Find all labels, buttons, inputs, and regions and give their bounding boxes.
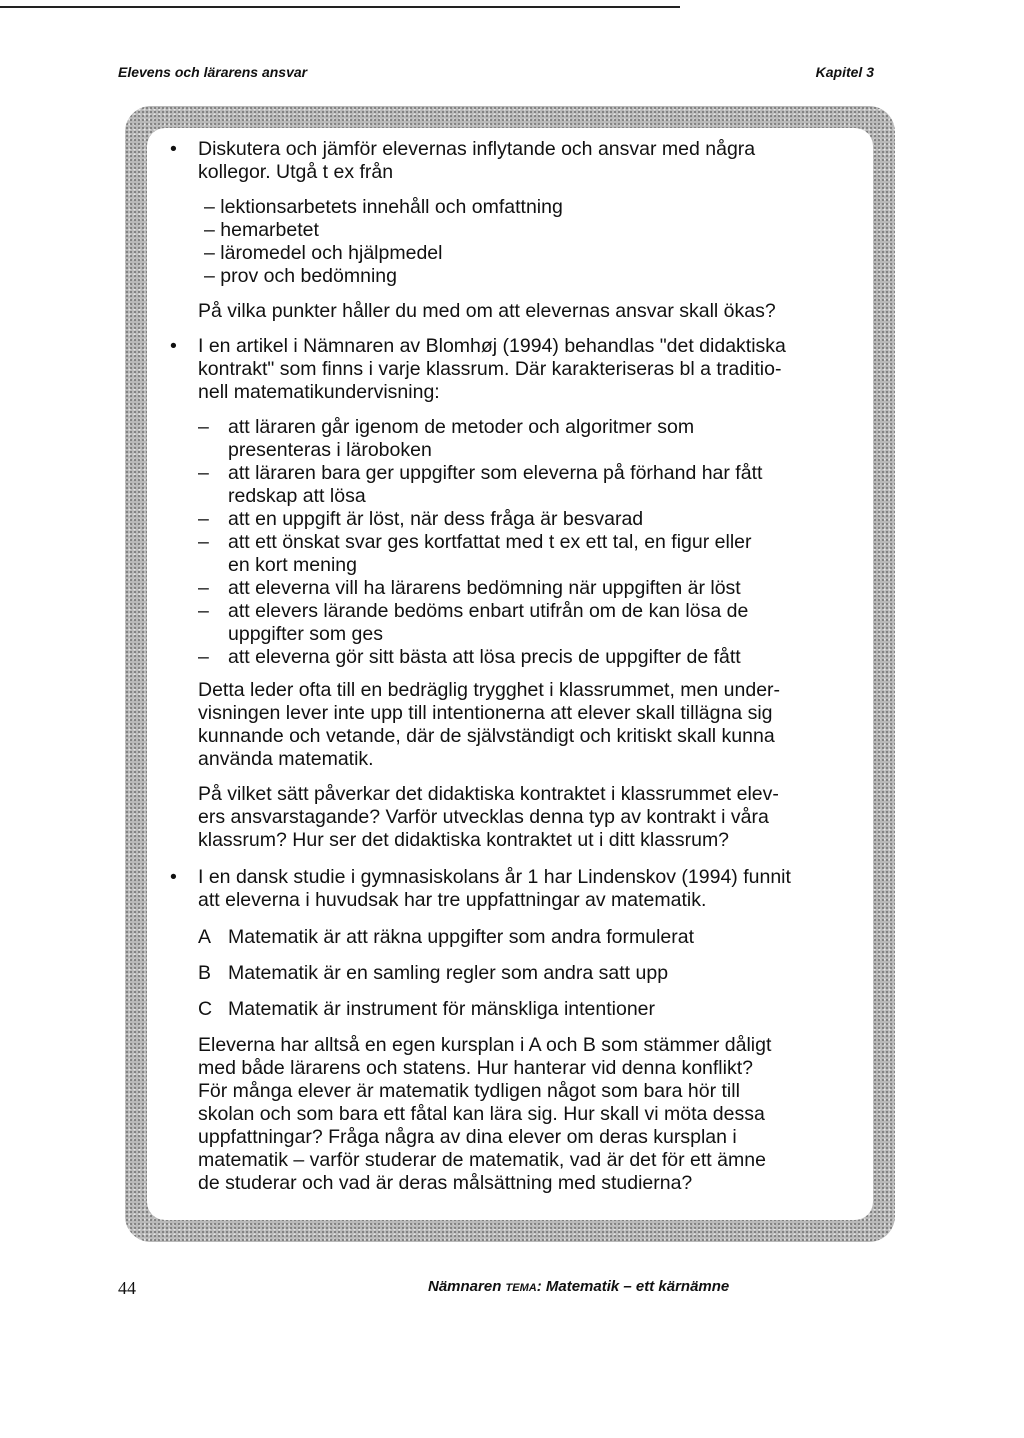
option-text: Matematik är instrument för mänskliga intentioner xyxy=(228,998,656,1020)
text-line: – att eleverna gör sitt bästa att lösa precis de uppgifter de fått xyxy=(228,646,741,668)
paragraph xyxy=(198,783,860,852)
box-content xyxy=(170,138,860,1195)
running-header-left: Elevens och lärarens ansvar xyxy=(118,64,308,80)
running-header-right: Kapitel 3 xyxy=(815,64,874,80)
list-item xyxy=(198,962,860,985)
list-item xyxy=(198,998,860,1021)
option-letter: C xyxy=(198,998,213,1020)
text-line: nell matematikundervisning: xyxy=(198,381,440,403)
list-item xyxy=(198,531,860,577)
text-line: använda matematik. xyxy=(198,748,374,770)
text-line: uppgifter som ges xyxy=(228,623,384,645)
text-line: På vilket sätt påverkar det didaktiska kontraktet i klassrummet elev- xyxy=(198,783,779,805)
text-line: redskap att lösa xyxy=(228,485,366,507)
option-letter: A xyxy=(198,926,212,948)
list-item: – läromedel och hjälpmedel xyxy=(204,242,443,264)
footer-title-part: Nämnaren xyxy=(428,1278,506,1295)
bullet-study xyxy=(170,866,860,1195)
list-item xyxy=(198,926,860,949)
option-text: Matematik är en samling regler som andra satt upp xyxy=(228,962,669,984)
paragraph xyxy=(198,679,860,771)
text-line: kollegor. Utgå t ex från xyxy=(198,161,394,183)
text-line: kontrakt" som finns i varje klassrum. Där karakteriseras bl a traditio- xyxy=(198,358,782,380)
text-line: För många elever är matematik tydligen något som bara hör till xyxy=(198,1080,740,1102)
list-item xyxy=(198,600,860,646)
text-line: – att eleverna vill ha lärarens bedömning när uppgiften är löst xyxy=(228,577,741,599)
text-line: • I en dansk studie i gymnasiskolans år 1 har Lindenskov (1994) funnit xyxy=(198,866,791,888)
bullet-contract xyxy=(170,335,860,852)
list-item: – prov och bedömning xyxy=(204,265,397,287)
text-line: – att elevers lärande bedöms enbart utifrån om de kan lösa de xyxy=(228,600,749,622)
text-line: – att läraren går igenom de metoder och algoritmer som xyxy=(228,416,695,438)
list-item: – hemarbetet xyxy=(204,219,319,241)
text-line: visningen lever inte upp till intentionerna att elever skall tillägna sig xyxy=(198,702,773,724)
list-item: – lektionsarbetets innehåll och omfattning xyxy=(204,196,563,218)
conception-list xyxy=(198,926,860,1021)
text-line: • I en artikel i Nämnaren av Blomhøj (1994) behandlas "det didaktiska xyxy=(198,335,786,357)
text-line: klassrum? Hur ser det didaktiska kontraktet ut i ditt klassrum? xyxy=(198,829,730,851)
text-line: matematik – varför studerar de matematik, vad är det för ett ämne xyxy=(198,1149,766,1171)
option-letter: B xyxy=(198,962,212,984)
text-line: • Diskutera och jämför elevernas inflytande och ansvar med några xyxy=(198,138,756,160)
footer-title-part: TEMA xyxy=(505,1282,537,1294)
topic-list xyxy=(204,196,860,288)
text-line: uppfattningar? Fråga några av dina elever om deras kursplan i xyxy=(198,1126,737,1148)
text-line: med både lärarens och statens. Hur hanterar vid denna konflikt? xyxy=(198,1057,753,1079)
bullet-discuss xyxy=(170,138,860,323)
contract-list xyxy=(198,416,860,669)
list-item xyxy=(198,508,860,531)
running-footer-title xyxy=(428,1278,729,1295)
text-line: Detta leder ofta till en bedräglig trygghet i klassrummet, men under- xyxy=(198,679,781,701)
text-line: skolan och som bara ett fåtal kan lära sig. Hur skall vi möta dessa xyxy=(198,1103,765,1125)
text-line: – att läraren bara ger uppgifter som eleverna på förhand har fått xyxy=(228,462,763,484)
text-line: att eleverna i huvudsak har tre uppfattningar av matematik. xyxy=(198,889,707,911)
text-line: Eleverna har alltså en egen kursplan i A och B som stämmer dåligt xyxy=(198,1034,772,1056)
text-line: – att ett önskat svar ges kortfattat med t ex ett tal, en figur eller xyxy=(228,531,752,553)
list-item xyxy=(198,416,860,462)
question-text: På vilka punkter håller du med om att elevernas ansvar skall ökas? xyxy=(198,300,776,322)
text-line: kunnande och vetande, där de självständigt och kritiskt skall kunna xyxy=(198,725,775,747)
option-text: Matematik är att räkna uppgifter som andra formulerat xyxy=(228,926,695,948)
text-line: presenteras i läroboken xyxy=(228,439,432,461)
top-rule xyxy=(0,6,680,8)
text-line: en kort mening xyxy=(228,554,357,576)
text-line: de studerar och vad är deras målsättning med studierna? xyxy=(198,1172,693,1194)
list-item xyxy=(198,577,860,600)
text-line: ers ansvarstagande? Varför utvecklas denna typ av kontrakt i våra xyxy=(198,806,769,828)
list-item xyxy=(198,646,860,669)
page-number: 44 xyxy=(118,1278,136,1298)
text-line: – att en uppgift är löst, när dess fråga är besvarad xyxy=(228,508,644,530)
footer-title-part: : Matematik – ett kärnämne xyxy=(536,1278,730,1295)
list-item xyxy=(198,462,860,508)
paragraph xyxy=(198,1034,860,1195)
